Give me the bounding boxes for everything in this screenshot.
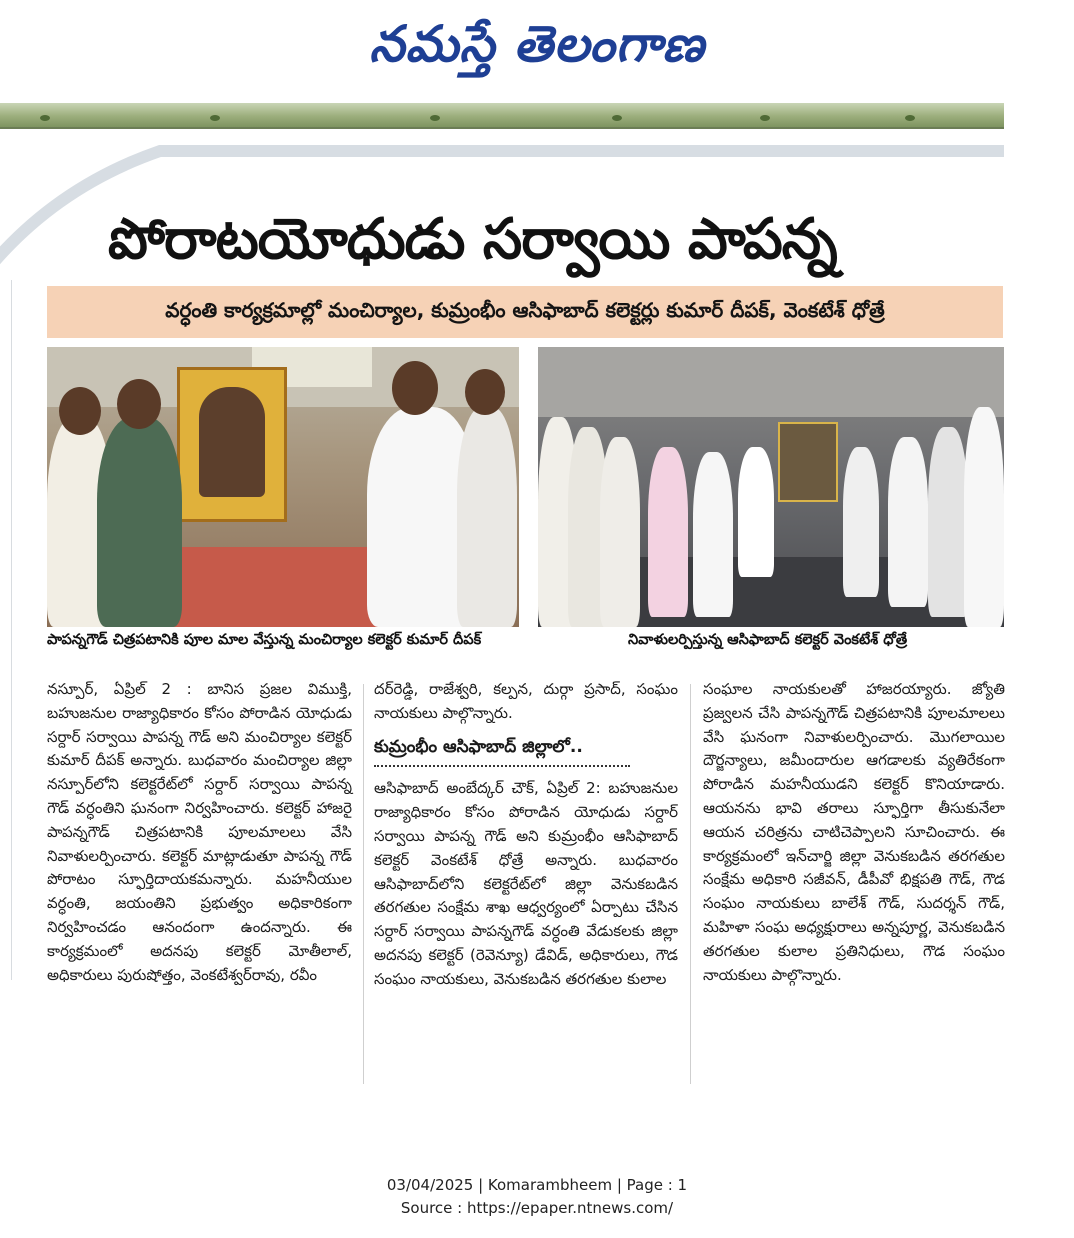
section-subheading: కుమ్రంభీం ఆసిఫాబాద్ జిల్లాలో.. xyxy=(374,732,630,768)
subheadline-box xyxy=(47,286,1003,338)
column-divider xyxy=(690,684,691,1084)
column-1-text: నస్పూర్, ఏప్రిల్ 2 : బానిస ప్రజల విముక్తి, బహుజనుల రాజ్యాధికారం కోసం పోరాడిన యోధుడు సర్దార్ సర్వాయి పాపన్న గౌడ్ అని మంచిర్యాల కలెక్టర్ కుమార్ దీపక్ అన్నారు. బుధవారం మంచిర్యాల జిల్లా నస్పూర్‌లోని కలెక్టరేట్‌లో సర్దార్ సర్వాయి పాపన్న గౌడ్ వర్ధంతిని ఘనంగా నిర్వహించారు. కలెక్టర్ హాజరై పాపన్నగౌడ్ చిత్రపటానికి పూలమాలలు వేసి నివాళులర్పించారు. కలెక్టర్ మాట్లాడుతూ పాపన్న గౌడ్ పోరాటం స్ఫూర్తిదాయకమన్నారు. మహనీయుల వర్ధంతి, జయంతిని ప్రభుత్వం అధికారికంగా నిర్వహించడం ఆనందంగా ఉందన్నారు. ఈ కార్యక్రమంలో అదనపు కలెక్టర్ మోతీలాల్, అధికారులు పురుషోత్తం, వెంకటేశ్వర్‌రావు, రవీం xyxy=(47,680,352,984)
masthead-title: నమస్తే తెలంగాణ xyxy=(369,14,705,73)
photo-right xyxy=(538,347,1004,627)
column-2-top-text: దర్‌రెడ్డి, రాజేశ్వరి, కల్పన, దుర్గా ప్రసాద్, సంఘం నాయకులు పాల్గొన్నారు. xyxy=(374,680,678,722)
photo-caption-right: నివాళులర్పిస్తున్న ఆసిఫాబాద్ కలెక్టర్ వెంకటేశ్ ధోత్రే xyxy=(628,632,908,648)
photo-caption-left: పాపన్నగౌడ్ చిత్రపటానికి పూల మాల వేస్తున్న మంచిర్యాల కలెక్టర్ కుమార్ దీపక్ xyxy=(47,632,482,648)
masthead-banner-image xyxy=(0,103,1004,129)
photo-left xyxy=(47,347,519,627)
masthead xyxy=(0,0,1074,100)
column-3-text: సంఘాల నాయకులతో హాజరయ్యారు. జ్యోతి ప్రజ్వలన చేసి పాపన్నగౌడ్ చిత్రపటానికి పూలమాలలు వేసి ఘనంగా నివాళులర్పించారు. మొగలాయిల దౌర్జన్యాలు, జమీందారుల ఆగడాలకు వ్యతిరేకంగా పోరాడిన మహనీయుడని కలెక్టర్ కొనియాడారు. ఆయనను భావి తరాలు స్ఫూర్తిగా తీసుకునేలా ఆయన చరిత్రను చాటిచెప్పాలని సూచించారు. ఈ కార్యక్రమంలో ఇన్‌చార్జి జిల్లా వెనుకబడిన తరగతుల సంక్షేమ అధికారి సజీవన్, డీపీవో భిక్షపతి గౌడ్, గౌడ సంఘం నాయకులు బాలేశ్ గౌడ్, సుదర్శన్ గౌడ్, మహిళా సంఘ అధ్యక్షురాలు అన్నపూర్ణ, వెనుకబడిన తరగతుల కులాల ప్రతినిధులు, గౌడ సంఘం నాయకులు పాల్గొన్నారు. xyxy=(703,680,1005,984)
article-column-2 xyxy=(374,678,678,992)
footer-source-line: Source : https://epaper.ntnews.com/ xyxy=(400,1199,674,1217)
margin-rule xyxy=(0,280,12,980)
article-column-3 xyxy=(703,678,1005,987)
article-subheadline: వర్ధంతి కార్యక్రమాల్లో మంచిర్యాల, కుమ్రంభీం ఆసిఫాబాద్ కలెక్టర్లు కుమార్ దీపక్, వెంకటేశ్ ధోత్రే xyxy=(165,297,885,322)
article-column-1 xyxy=(47,678,352,987)
column-divider xyxy=(363,684,364,1084)
column-2-body-text: ఆసిఫాబాద్ అంబేద్కర్ చౌక్, ఏప్రిల్ 2: బహుజనుల రాజ్యాధికారం కోసం పోరాడిన యోధుడు సర్దార్ సర్వాయి పాపన్న గౌడ్ అని కుమ్రంభీం ఆసిఫాబాద్ కలెక్టర్ వెంకటేశ్ ధోత్రే అన్నారు. బుధవారం ఆసిఫాబాద్‌లోని కలెక్టరేట్‌లో జిల్లా వెనుకబడిన తరగతుల సంక్షేమ శాఖ ఆధ్వర్యంలో ఏర్పాటు చేసిన సర్దార్ సర్వాయి పాపన్నగౌడ్ వర్ధంతి వేడుకలకు జిల్లా అదనపు కలెక్టర్ (రెవెన్యూ) డేవిడ్, అధికారులు, గౌడ సంఘం నాయకులు, వెనుకబడిన తరగతుల కులాల xyxy=(374,779,678,988)
footer-date-line: 03/04/2025 | Komarambheem | Page : 1 xyxy=(386,1176,688,1194)
article-headline: పోరాటయోధుడు సర్వాయి పాపన్న xyxy=(108,207,837,272)
